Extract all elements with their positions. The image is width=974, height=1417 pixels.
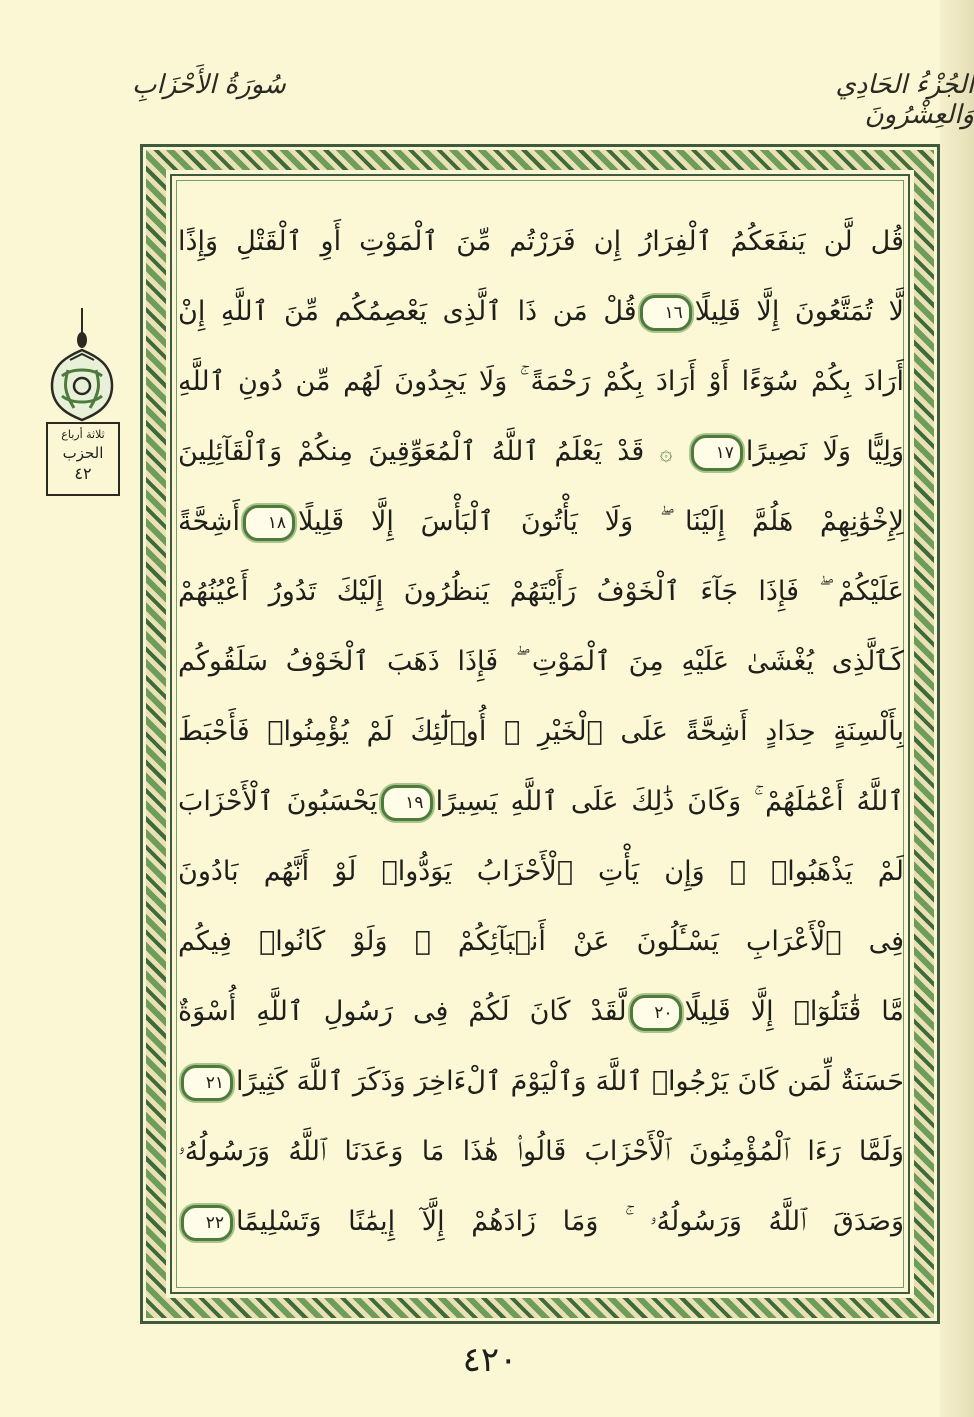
line-text: فِى ٱلْأَعْرَابِ يَسْـَٔلُونَ عَنْ أَنۢبَآئِكُمْ ۖ وَلَوْ كَانُوا۟ فِيكُم — [178, 926, 904, 957]
line-text: وَلَمَّا رَءَا ٱلْمُؤْمِنُونَ ٱلْأَحْزَابَ قَالُوا۟ هَٰذَا مَا وَعَدَنَا ٱللَّهُ وَرَسُولُهُۥ — [178, 1136, 904, 1167]
binding-gutter — [940, 0, 974, 1417]
ayah-number-marker: ١٧ — [691, 435, 743, 471]
ayah-number-marker: ٢٠ — [630, 995, 682, 1031]
line-text: لَّا تُمَتَّعُونَ إِلَّا قَلِيلًا — [694, 296, 904, 327]
line-text: وَصَدَقَ ٱللَّهُ وَرَسُولُهُۥ ۚ وَمَا زَادَهُمْ إِلَّآ إِيمَٰنًا وَتَسْلِيمًا — [236, 1206, 904, 1237]
hizb-marker — [38, 304, 126, 494]
ayah-number-marker: ١٩ — [381, 785, 433, 821]
text-line — [178, 352, 904, 412]
hizb-label-box — [46, 422, 120, 496]
text-line — [178, 422, 904, 482]
text-line — [178, 702, 904, 762]
line-text: قَدْ يَعْلَمُ ٱللَّهُ ٱلْمُعَوِّقِينَ مِنكُمْ وَٱلْقَآئِلِينَ — [178, 436, 645, 467]
text-line — [178, 1192, 904, 1252]
hizb-word: الحزب — [62, 444, 104, 462]
text-line — [178, 1122, 904, 1182]
line-text: حَسَنَةٌ لِّمَن كَانَ يَرْجُوا۟ ٱللَّهَ وَٱلْيَوْمَ ٱلْءَاخِرَ وَذَكَرَ ٱللَّهَ كَثِيرًا — [236, 1066, 904, 1097]
line-text: قُلْ مَن ذَا ٱلَّذِى يَعْصِمُكُم مِّنَ ٱللَّهِ إِنْ — [178, 296, 637, 327]
line-text: لَمْ يَذْهَبُوا۟ ۖ وَإِن يَأْتِ ٱلْأَحْزَابُ يَوَدُّوا۟ لَوْ أَنَّهُم بَادُونَ — [178, 856, 904, 887]
ayah-number-marker: ٢٢ — [181, 1205, 233, 1241]
line-text: قُل لَّن يَنفَعَكُمُ ٱلْفِرَارُ إِن فَرَرْتُم مِّنَ ٱلْمَوْتِ أَوِ ٱلْقَتْلِ وَإِذًا — [178, 226, 904, 257]
line-text: أَرَادَ بِكُمْ سُوٓءًا أَوْ أَرَادَ بِكُمْ رَحْمَةً ۚ وَلَا يَجِدُونَ لَهُم مِّن دُونِ ٱللَّهِ — [178, 366, 904, 397]
text-line — [178, 282, 904, 342]
line-text: بِأَلْسِنَةٍ حِدَادٍ أَشِحَّةً عَلَى ٱلْخَيْرِ ۚ أُو۟لَٰٓئِكَ لَمْ يُؤْمِنُوا۟ فَأَحْبَطَ — [178, 716, 904, 747]
juz-title: الجُزْءُ الحَادِي وَالعِشْرُونَ — [835, 70, 974, 130]
text-line — [178, 212, 904, 272]
text-line — [178, 982, 904, 1042]
surah-title: سُورَةُ الأَحْزَابِ — [132, 70, 286, 100]
line-text: عَلَيْكُمْ ۖ فَإِذَا جَآءَ ٱلْخَوْفُ رَأَيْتَهُمْ يَنظُرُونَ إِلَيْكَ تَدُورُ أَعْيُنُهُمْ — [178, 576, 904, 607]
line-text: لَّقَدْ كَانَ لَكُمْ فِى رَسُولِ ٱللَّهِ أُسْوَةٌ — [178, 996, 627, 1027]
line-text: أَشِحَّةً — [178, 506, 241, 537]
hizb-number: ٤٢ — [74, 464, 92, 483]
hizb-star-icon: ۞ — [659, 441, 673, 466]
text-line — [178, 562, 904, 622]
text-line — [178, 632, 904, 692]
text-line — [178, 492, 904, 552]
text-line — [178, 1052, 904, 1112]
line-text: لِإِخْوَٰنِهِمْ هَلُمَّ إِلَيْنَا ۖ وَلَا يَأْتُونَ ٱلْبَأْسَ إِلَّا قَلِيلًا — [298, 506, 904, 537]
text-line — [178, 772, 904, 832]
line-text: يَحْسَبُونَ ٱلْأَحْزَابَ — [178, 786, 378, 817]
ayah-number-marker: ١٨ — [243, 505, 295, 541]
ayah-number-marker: ٢١ — [181, 1065, 233, 1101]
line-text: كَٱلَّذِى يُغْشَىٰ عَلَيْهِ مِنَ ٱلْمَوْتِ ۖ فَإِذَا ذَهَبَ ٱلْخَوْفُ سَلَقُوكُم — [178, 646, 904, 677]
line-text: وَلِيًّا وَلَا نَصِيرًا — [745, 436, 904, 467]
line-text: مَّا قَٰتَلُوٓا۟ إِلَّا قَلِيلًا — [684, 996, 904, 1027]
text-line — [178, 842, 904, 902]
ayah-number-marker: ١٦ — [640, 295, 692, 331]
page-number: ٤٢٠ — [462, 1340, 518, 1380]
line-text: ٱللَّهُ أَعْمَٰلَهُمْ ۚ وَكَانَ ذَٰلِكَ عَلَى ٱللَّهِ يَسِيرًا — [435, 786, 904, 817]
quran-text — [178, 192, 904, 1286]
text-line — [178, 912, 904, 972]
hizb-fraction: ثلاثة أرباع — [61, 428, 105, 441]
hizb-ornament-icon — [38, 304, 126, 424]
